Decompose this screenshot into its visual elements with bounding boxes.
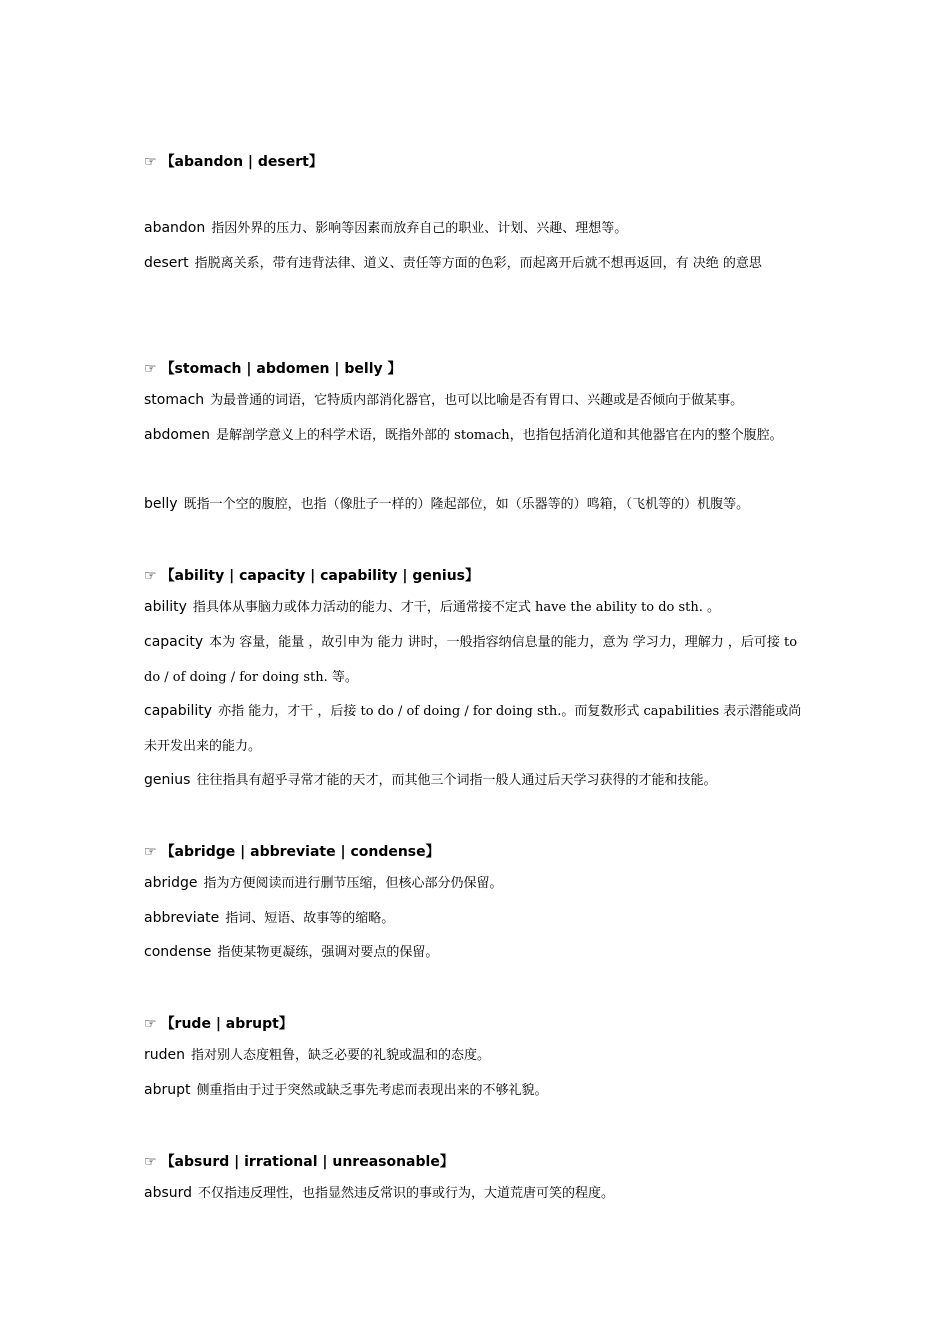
heading-text: 【absurd | irrational | unreasonable】 xyxy=(160,1154,454,1170)
section-heading xyxy=(144,842,814,862)
entry-term: abandon xyxy=(144,220,206,236)
entry-term: genius xyxy=(144,772,191,788)
entry xyxy=(144,246,814,281)
pointing-hand-icon: ☞ xyxy=(144,568,157,584)
entry xyxy=(144,1073,814,1108)
entry-term: belly xyxy=(144,496,178,512)
pointing-hand-icon: ☞ xyxy=(144,361,157,377)
entry-term: abridge xyxy=(144,875,198,891)
entry-term: absurd xyxy=(144,1185,193,1201)
entry-term: ruden xyxy=(144,1047,186,1063)
entry xyxy=(144,418,814,453)
section-heading xyxy=(144,1152,814,1172)
entry xyxy=(144,211,814,246)
entry xyxy=(144,383,814,418)
pointing-hand-icon: ☞ xyxy=(144,1154,157,1170)
heading-text: 【ability | capacity | capability | genius】 xyxy=(160,568,479,584)
section-stomach-abdomen-belly xyxy=(144,359,814,512)
entry-definition: 指具体从事脑力或体力活动的能力、才干，后通常接不定式 have the ability to do sth. 。 xyxy=(192,600,721,615)
entry xyxy=(144,487,814,522)
entry-definition: 指脱离关系，带有违背法律、道义、责任等方面的色彩，而起离开后就不想再返回，有 决绝 的意思 xyxy=(194,256,762,271)
heading-text: 【rude | abrupt】 xyxy=(160,1016,293,1032)
entry xyxy=(144,1038,814,1073)
entry-definition: 往往指具有超乎寻常才能的天才，而其他三个词指一般人通过后天学习获得的才能和技能。 xyxy=(196,773,717,788)
entry-definition: 不仅指违反理性，也指显然违反常识的事或行为，大道荒唐可笑的程度。 xyxy=(198,1186,615,1201)
entry-term: desert xyxy=(144,255,189,271)
section-abandon-desert xyxy=(144,152,814,271)
heading-text: 【stomach | abdomen | belly 】 xyxy=(160,361,402,377)
heading-text: 【abridge | abbreviate | condense】 xyxy=(160,844,440,860)
section-rude-abrupt xyxy=(144,1014,814,1098)
entry-definition: 是解剖学意义上的科学术语，既指外部的 stomach，也指包括消化道和其他器官在内的整个腹腔。 xyxy=(216,428,783,443)
entry xyxy=(144,866,814,901)
section-heading xyxy=(144,152,814,172)
entry-definition: 指使某物更凝练，强调对要点的保留。 xyxy=(217,945,439,960)
pointing-hand-icon: ☞ xyxy=(144,154,157,170)
entry-definition: 指对别人态度粗鲁，缺乏必要的礼貌或温和的态度。 xyxy=(191,1048,491,1063)
entry-term: capacity xyxy=(144,634,204,650)
entry xyxy=(144,1176,814,1211)
entry xyxy=(144,935,814,970)
entry-term: abrupt xyxy=(144,1082,191,1098)
section-heading xyxy=(144,359,814,379)
entry-definition: 侧重指由于过于突然或缺乏事先考虑而表现出来的不够礼貌。 xyxy=(196,1083,548,1098)
section-abridge-abbreviate-condense xyxy=(144,842,814,960)
entry-definition: 本为 容量，能量 ，故引申为 能力 讲时，一般指容纳信息量的能力，意为 学习力，理解力 ，后可接 to do / of doing / for doing sth. 等。 xyxy=(144,635,798,685)
entry-definition: 指因外界的压力、影响等因素而放弃自己的职业、计划、兴趣、理想等。 xyxy=(211,221,628,236)
section-heading xyxy=(144,566,814,586)
entry-term: stomach xyxy=(144,392,205,408)
entry xyxy=(144,901,814,936)
section-heading xyxy=(144,1014,814,1034)
entry-definition: 指词、短语、故事等的缩略。 xyxy=(225,911,395,926)
entry xyxy=(144,625,814,695)
entry-definition: 既指一个空的腹腔，也指（像肚子一样的）隆起部位，如（乐器等的）鸣箱，（飞机等的）机腹等。 xyxy=(183,497,750,512)
entry-term: abbreviate xyxy=(144,910,220,926)
entry-definition: 亦指 能力，才干 ，后接 to do / of doing / for doing sth.。而复数形式 capabilities 表示潜能或尚未开发出来的能力。 xyxy=(144,704,802,754)
entry xyxy=(144,763,814,798)
entry-term: ability xyxy=(144,599,187,615)
pointing-hand-icon: ☞ xyxy=(144,1016,157,1032)
pointing-hand-icon: ☞ xyxy=(144,844,157,860)
entry-term: condense xyxy=(144,944,212,960)
section-ability-capacity-capability-genius xyxy=(144,566,814,788)
entry-term: abdomen xyxy=(144,427,211,443)
entry xyxy=(144,694,814,764)
entry xyxy=(144,590,814,625)
entry-definition: 为最普通的词语，它特质内部消化器官，也可以比喻是否有胃口、兴趣或是否倾向于做某事。 xyxy=(210,393,744,408)
section-absurd-irrational-unreasonable xyxy=(144,1152,814,1201)
entry-definition: 指为方便阅读而进行删节压缩，但核心部分仍保留。 xyxy=(203,876,503,891)
entry-term: capability xyxy=(144,703,213,719)
heading-text: 【abandon | desert】 xyxy=(160,154,323,170)
